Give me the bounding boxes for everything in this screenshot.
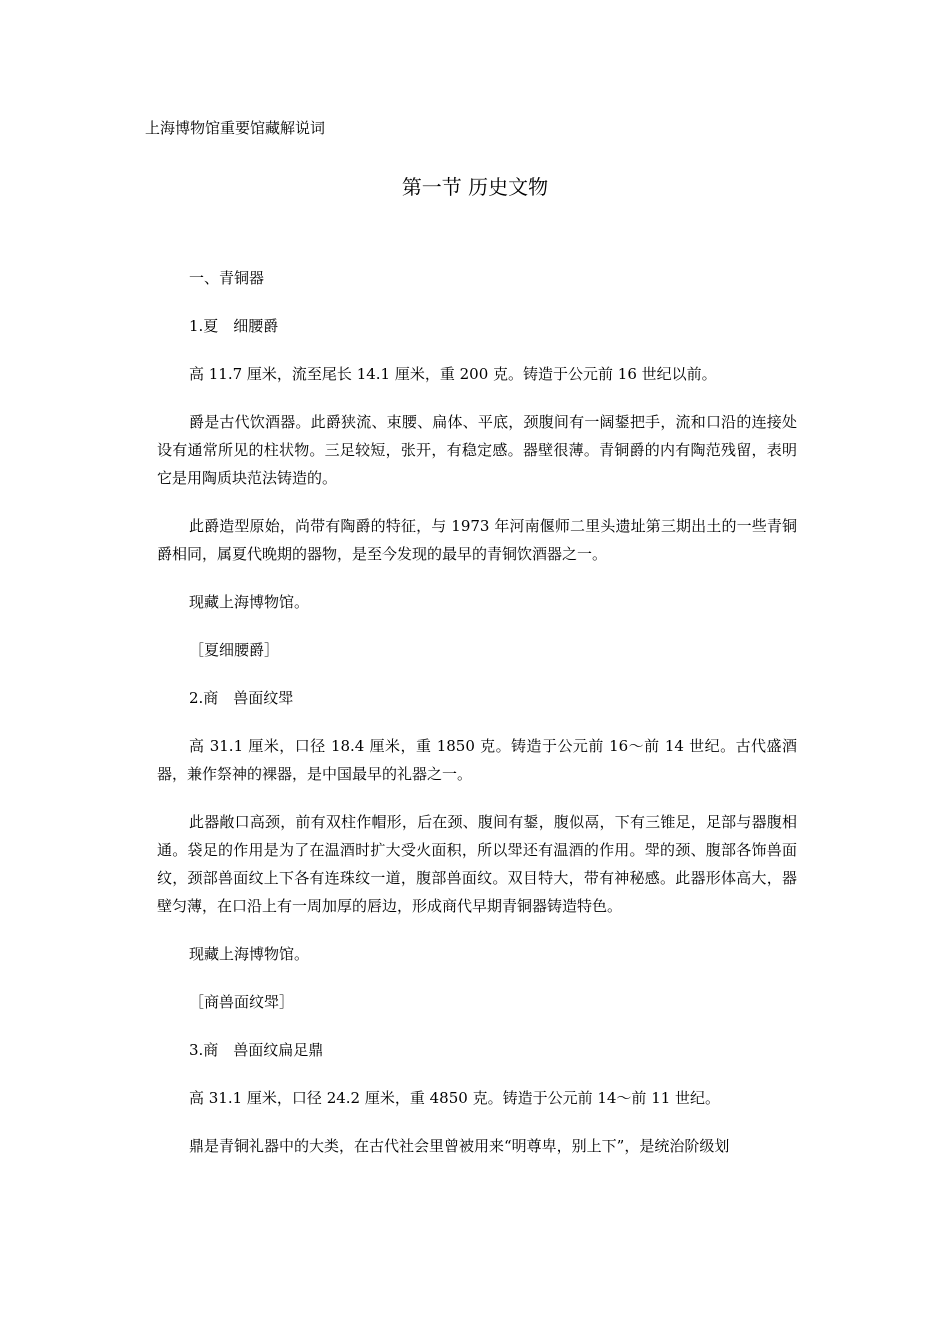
section-title: 第一节 历史文物 [401,175,549,199]
item-description: 此器敞口高颈，前有双柱作帽形，后在颈、腹间有鋬，腹似鬲，下有三锥足，足部与器腹相通。袋足的作用是为了在温酒时扩大受火面积，所以斝还有温酒的作用。斝的颈、腹部各饰兽面纹，颈部兽面纹上下各有连珠纹一道，腹部兽面纹。双目特大，带有神秘感。此器形体高大，器壁匀薄，在口沿上有一周加厚的唇边，形成商代早期青铜器铸造特色。 [157,813,797,915]
item-location: 现藏上海博物馆。 [189,945,310,963]
item-description: 此爵造型原始，尚带有陶爵的特征，与 1973 年河南偃师二里头遗址第三期出土的一些青铜爵相同，属夏代晚期的器物，是至今发现的最早的青铜饮酒器之一。 [157,517,797,563]
item-description: 爵是古代饮酒器。此爵狭流、束腰、扁体、平底，颈腹间有一阔鋬把手，流和口沿的连接处设有通常所见的柱状物。三足较短，张开，有稳定感。器壁很薄。青铜爵的内有陶范残留，表明它是用陶质块范法铸造的。 [157,413,797,487]
category-heading: 一、青铜器 [189,269,265,287]
item-specs: 高 11.7 厘米，流至尾长 14.1 厘米，重 200 克。铸造于公元前 16 世纪以前。 [189,365,717,383]
figure-caption: ［商兽面纹斝］ [189,993,295,1011]
item-location: 现藏上海博物馆。 [189,593,310,611]
document-header: 上海博物馆重要馆藏解说词 [145,119,326,137]
item-heading: 3.商 兽面纹扁足鼎 [189,1041,324,1059]
item-heading: 1.夏 细腰爵 [189,317,279,335]
item-specs: 高 31.1 厘米，口径 24.2 厘米，重 4850 克。铸造于公元前 14～前 11 世纪。 [189,1089,721,1107]
document-body [157,264,797,1180]
figure-caption: ［夏细腰爵］ [189,641,280,659]
item-specs: 高 31.1 厘米，口径 18.4 厘米，重 1850 克。铸造于公元前 16～前 14 世纪。古代盛酒器，兼作祭神的裸器，是中国最早的礼器之一。 [157,737,797,783]
item-description: 鼎是青铜礼器中的大类，在古代社会里曾被用来“明尊卑，别上下”，是统治阶级划 [189,1137,730,1155]
item-heading: 2.商 兽面纹斝 [189,689,294,707]
